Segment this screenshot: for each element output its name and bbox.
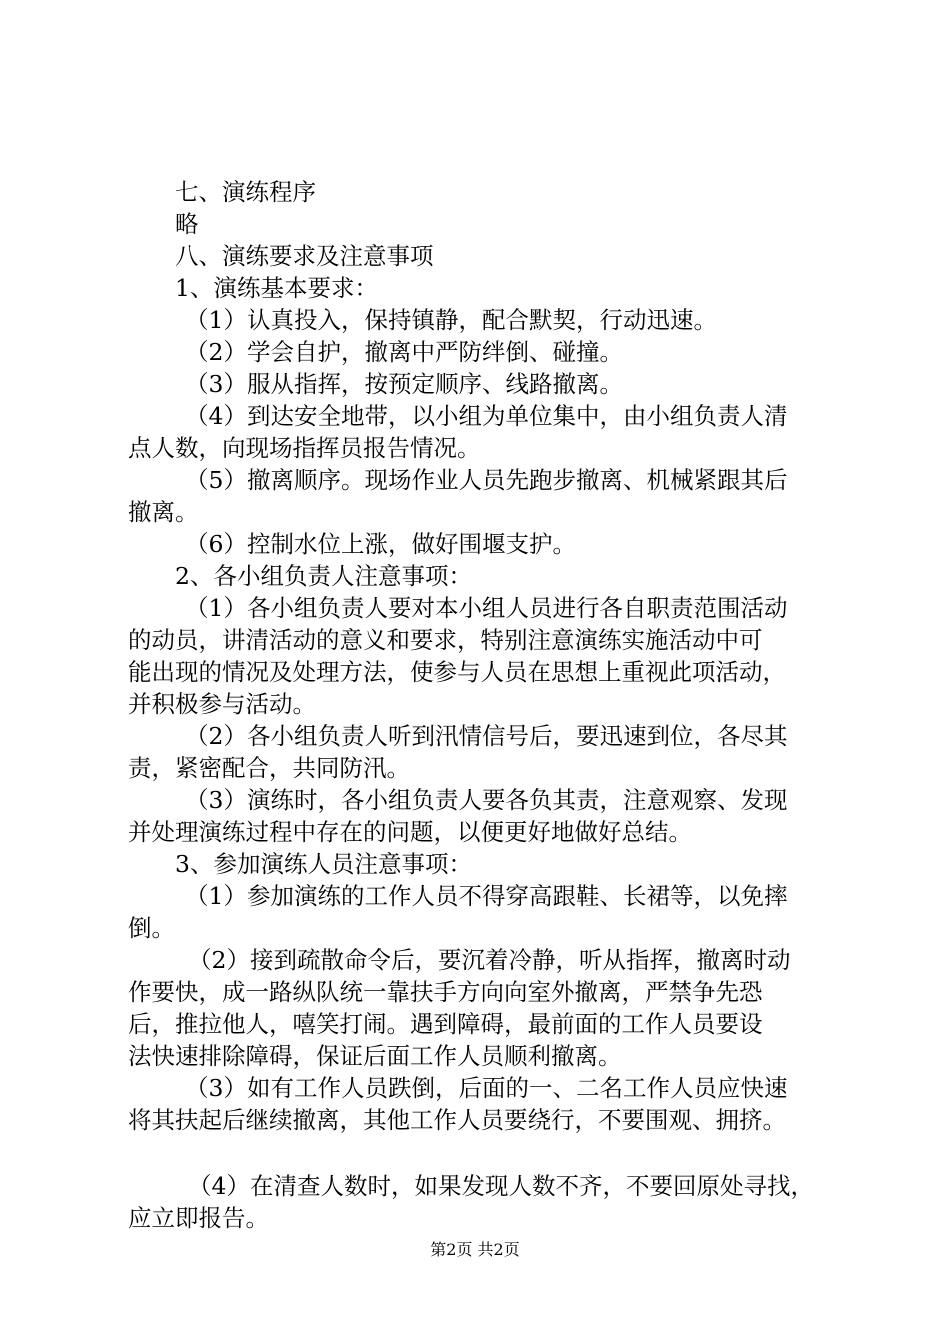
blank-line [128,1136,834,1170]
text-line: （5）撤离顺序。现场作业人员先跑步撤离、机械紧跟其后 [185,466,788,494]
text-line: 作要快，成一路纵队统一靠扶手方向向室外撤离，严禁争先恐 [128,978,763,1006]
text-line: 将其扶起后继续撤离，其他工作人员要绕行，不要围观、拥挤。 [128,1106,786,1134]
text-line: 点人数，向现场指挥员报告情况。 [128,434,481,462]
text-line: 撤离。 [128,498,199,526]
text-line: 并处理演练过程中存在的问题，以便更好地做好总结。 [128,818,692,846]
text-line: 后，推拉他人，嘻笑打闹。遇到障碍，最前面的工作人员要设 [128,1010,763,1038]
text-line: （6）控制水位上涨，做好围堰支护。 [185,530,576,558]
text-line: 2、各小组负责人注意事项： [175,562,472,590]
text-line: （1）各小组负责人要对本小组人员进行各自职责范围活动 [185,594,788,622]
text-line: （3）服从指挥，按预定顺序、线路撤离。 [185,370,623,398]
text-line: 八、演练要求及注意事项 [175,242,434,270]
text-line: 3、参加演练人员注意事项： [175,850,472,878]
text-line: （4）到达安全地带，以小组为单位集中，由小组负责人清 [185,402,788,430]
text-line: 的动员，讲清活动的意义和要求，特别注意演练实施活动中可 [128,626,763,654]
text-line: （3）演练时，各小组负责人要各负其责，注意观察、发现 [185,786,788,814]
text-line: 并积极参与活动。 [128,690,316,718]
text-line: 法快速排除障碍，保证后面工作人员顺利撤离。 [128,1042,622,1070]
text-line: （2）学会自护，撤离中严防绊倒、碰撞。 [185,338,623,366]
document-body [128,176,834,1234]
text-line: 略 [175,210,199,238]
text-line: （1）认真投入，保持镇静，配合默契，行动迅速。 [185,306,717,334]
text-line: 倒。 [128,914,175,942]
text-line: 责，紧密配合，共同防汛。 [128,754,410,782]
text-line: 能出现的情况及处理方法，使参与人员在思想上重视此项活动， [128,658,786,686]
text-line: （4）在清查人数时，如果发现人数不齐，不要回原处寻找， [188,1172,814,1200]
page-footer: 第2页 共2页 [430,1240,520,1259]
text-line: （1）参加演练的工作人员不得穿高跟鞋、长裙等，以免摔 [185,882,788,910]
text-line: 应立即报告。 [128,1204,269,1232]
text-line: 七、演练程序 [175,178,316,206]
text-line: （2）各小组负责人听到汛情信号后，要迅速到位，各尽其 [185,722,788,750]
text-line: （3）如有工作人员跌倒，后面的一、二名工作人员应快速 [185,1074,788,1102]
text-line: 1、演练基本要求： [175,274,378,302]
text-line: （2）接到疏散命令后，要沉着冷静，听从指挥，撤离时动 [188,946,791,974]
